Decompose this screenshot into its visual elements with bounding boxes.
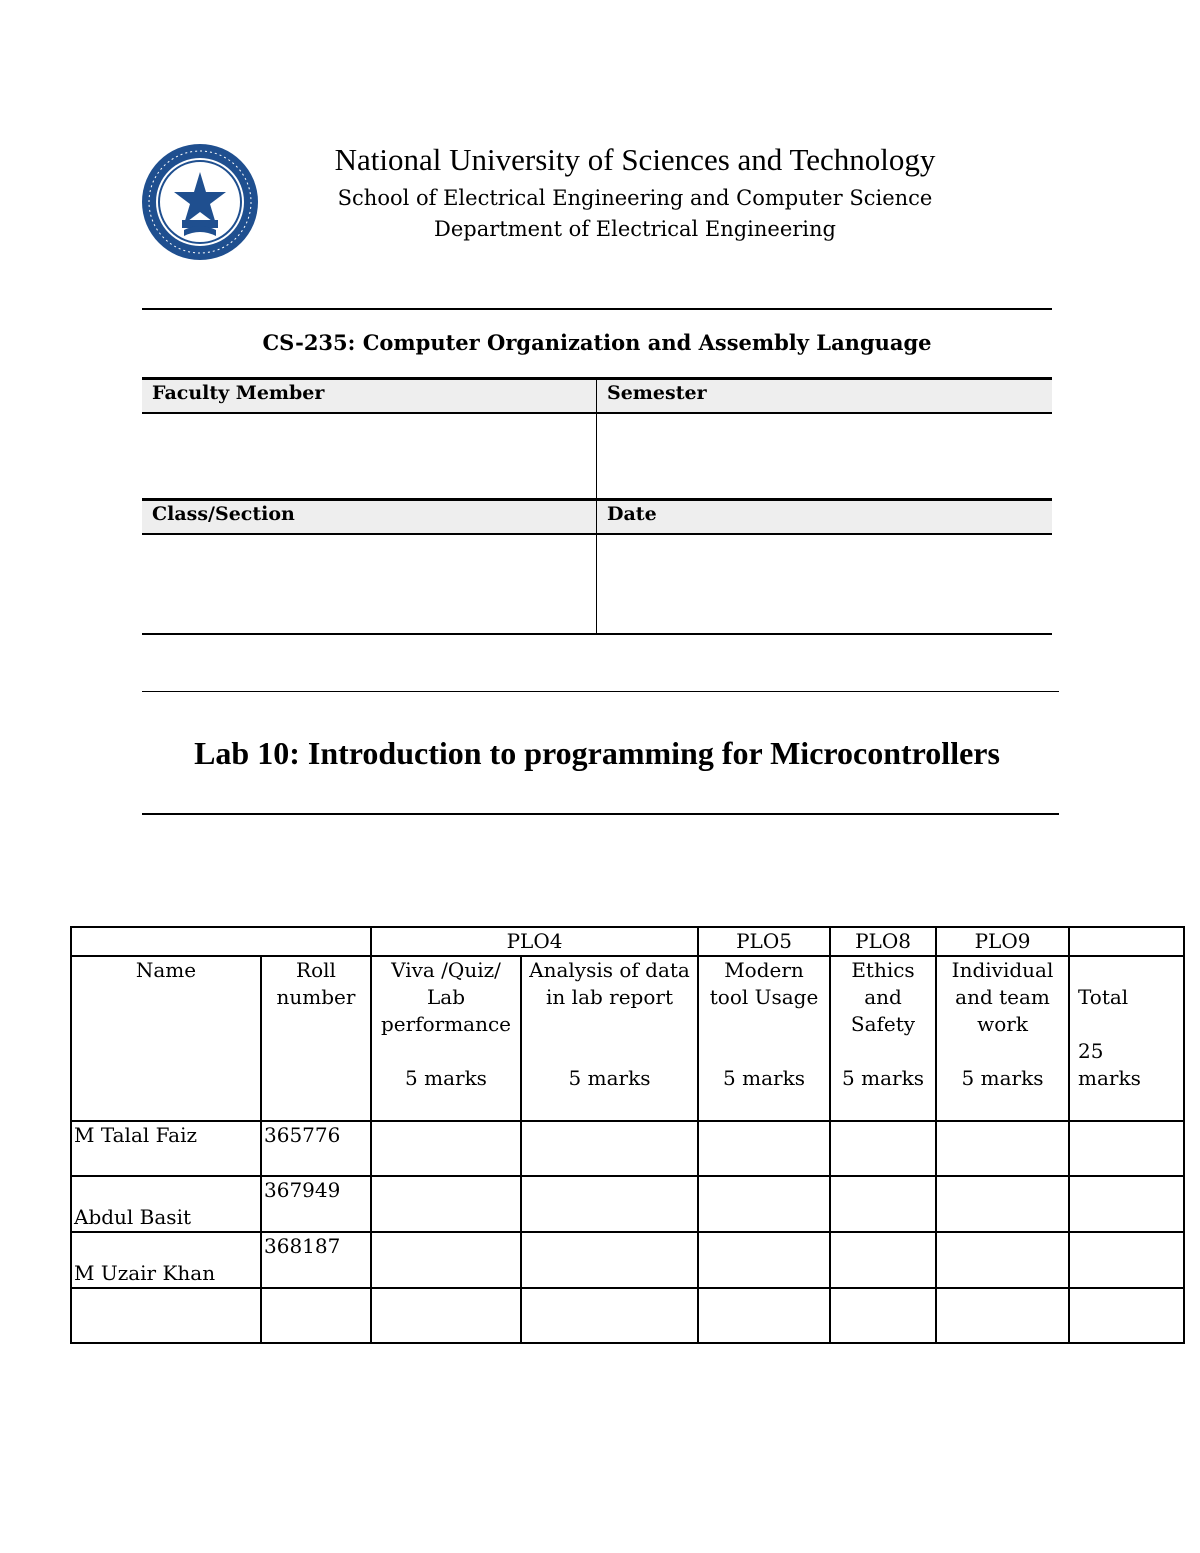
- mark-cell[interactable]: [698, 1176, 830, 1232]
- semester-value[interactable]: [597, 413, 1053, 500]
- plo9-label: PLO9: [936, 927, 1069, 956]
- plo-header-row: [71, 927, 1184, 956]
- teamwork-header: Individual and team work 5 marks: [936, 956, 1069, 1121]
- department-name: Department of Electrical Engineering: [434, 217, 836, 241]
- mark-cell[interactable]: [698, 1232, 830, 1288]
- plo-blank-cell: [1069, 927, 1184, 956]
- semester-label: Semester: [597, 379, 1053, 414]
- info-header-row: [142, 379, 1052, 414]
- university-name: National University of Sciences and Technology: [334, 142, 936, 177]
- student-name-cell: [71, 1232, 261, 1288]
- table-row: [71, 1121, 1184, 1176]
- faculty-member-label: Faculty Member: [142, 379, 597, 414]
- header-divider: [142, 308, 1052, 310]
- modern-tool-header: Modern tool Usage 5 marks: [698, 956, 830, 1121]
- class-section-value[interactable]: [142, 534, 597, 634]
- mark-cell[interactable]: [521, 1121, 698, 1176]
- table-row: [71, 1232, 1184, 1288]
- title-bottom-divider: [142, 813, 1059, 815]
- student-roll: 368187: [261, 1232, 371, 1288]
- student-roll: 365776: [261, 1121, 371, 1176]
- ethics-header: Ethics and Safety 5 marks: [830, 956, 936, 1121]
- mark-cell[interactable]: [830, 1121, 936, 1176]
- mark-cell[interactable]: [936, 1121, 1069, 1176]
- marks-table: [70, 926, 1185, 1344]
- mark-cell[interactable]: [371, 1232, 521, 1288]
- mark-cell[interactable]: [1069, 1121, 1184, 1176]
- mark-cell[interactable]: [936, 1232, 1069, 1288]
- course-info-table: [142, 377, 1052, 635]
- mark-cell[interactable]: [371, 1176, 521, 1232]
- info-value-row: [142, 534, 1052, 634]
- mark-cell[interactable]: [1069, 1232, 1184, 1288]
- mark-cell[interactable]: [830, 1232, 936, 1288]
- mark-cell[interactable]: [698, 1288, 830, 1343]
- info-value-row: [142, 413, 1052, 500]
- mark-cell[interactable]: [1069, 1288, 1184, 1343]
- date-label: Date: [597, 500, 1053, 535]
- mark-cell[interactable]: [698, 1121, 830, 1176]
- plo5-label: PLO5: [698, 927, 830, 956]
- student-name: Abdul Basit: [74, 1205, 192, 1229]
- roll-number-header: Roll number: [261, 956, 371, 1121]
- mark-cell[interactable]: [830, 1176, 936, 1232]
- student-name[interactable]: [71, 1288, 261, 1343]
- course-title: CS-235: Computer Organization and Assembly Language: [262, 330, 932, 355]
- title-top-divider: [142, 691, 1059, 692]
- date-value[interactable]: [597, 534, 1053, 634]
- info-header-row: [142, 500, 1052, 535]
- mark-cell[interactable]: [936, 1288, 1069, 1343]
- plo4-label: PLO4: [371, 927, 698, 956]
- university-logo-icon: [140, 142, 260, 262]
- analysis-header: Analysis of data in lab report 5 marks: [521, 956, 698, 1121]
- mark-cell[interactable]: [521, 1176, 698, 1232]
- table-row: [71, 1288, 1184, 1343]
- mark-cell[interactable]: [371, 1288, 521, 1343]
- school-name: School of Electrical Engineering and Computer Science: [337, 186, 933, 210]
- plo-blank-cell: [71, 927, 371, 956]
- student-name: M Talal Faiz: [71, 1121, 261, 1176]
- mark-cell[interactable]: [936, 1176, 1069, 1232]
- mark-cell[interactable]: [830, 1288, 936, 1343]
- student-name-cell: [71, 1176, 261, 1232]
- lab-title: Lab 10: Introduction to programming for Microcontrollers: [194, 735, 1000, 771]
- name-header: Name: [71, 956, 261, 1121]
- mark-cell[interactable]: [1069, 1176, 1184, 1232]
- student-roll[interactable]: [261, 1288, 371, 1343]
- viva-header: Viva /Quiz/ Lab performance 5 marks: [371, 956, 521, 1121]
- student-roll: 367949: [261, 1176, 371, 1232]
- mark-cell[interactable]: [371, 1121, 521, 1176]
- faculty-member-value[interactable]: [142, 413, 597, 500]
- class-section-label: Class/Section: [142, 500, 597, 535]
- total-header: Total 25 marks: [1069, 956, 1184, 1121]
- mark-cell[interactable]: [521, 1232, 698, 1288]
- student-name: M Uzair Khan: [74, 1261, 216, 1285]
- table-row: [71, 1176, 1184, 1232]
- mark-cell[interactable]: [521, 1288, 698, 1343]
- column-header-row: [71, 956, 1184, 1121]
- plo8-label: PLO8: [830, 927, 936, 956]
